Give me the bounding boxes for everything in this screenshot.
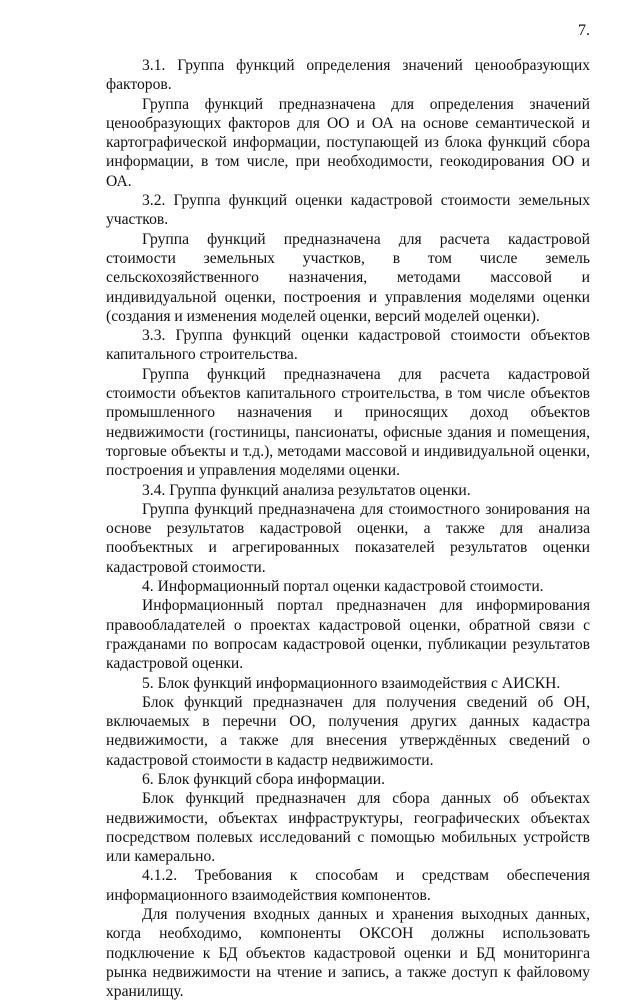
section-6-text: Блок функций предназначен для сбора данных об объектах недвижимости, объектах инфраструктуры, географических объектах посредством полевых исследований с помощью мобильных устройств или камерально. [106,790,590,866]
section-4-1-2-heading: 4.1.2. Требования к способам и средствам обеспечения информационного взаимодействия компонентов. [106,867,590,904]
section-3-1-text: Группа функций предназначена для определения значений ценообразующих факторов для ОО и ОА на основе семантической и картографической информации, поступающей из блока функций сбора информации, в том числе, при необходимости, геокодирования ОО и ОА. [106,95,590,190]
section-3-4-heading: 3.4. Группа функций анализа результатов оценки. [142,481,471,499]
section-5-heading: 5. Блок функций информационного взаимодействия с АИСКН. [142,674,561,692]
section-3-1-heading: 3.1. Группа функций определения значений ценообразующих факторов. [106,57,590,94]
section-3-3-text: Группа функций предназначена для расчета кадастровой стоимости объектов капитального строительства, в том числе объектов промышленного назначения и приносящих доход объектов недвижимости (гостиницы, пансионаты, офисные здания и помещения, торговые объекты и т.д.), методами массовой и индивидуальной оценки, построения и управления моделями оценки. [106,365,590,480]
section-4-heading: 4. Информационный портал оценки кадастровой стоимости. [142,578,544,596]
section-3-3-heading: 3.3. Группа функций оценки кадастровой стоимости объектов капитального строительства. [106,327,590,364]
document-body [106,56,590,1002]
section-4-text: Информационный портал предназначен для информирования правообладателей о проектах кадастровой оценки, обратной связи с гражданами по вопросам кадастровой оценки, публикации результатов кадастровой оценки. [106,597,590,673]
page-number: 7. [578,22,590,39]
section-3-2-text: Группа функций предназначена для расчета кадастровой стоимости земельных участков, в том числе земель сельскохозяйственного назначения, методами массовой и индивидуальной оценки, построения и управления моделями оценки (создания и изменения моделей оценки, версий моделей оценки). [106,230,590,325]
section-3-4-text: Группа функций предназначена для стоимостного зонирования на основе результатов кадастровой оценки, а также для анализа пообъектных и агрегированных показателей результатов оценки кадастровой стоимости. [106,500,590,576]
section-4-1-2-text: Для получения входных данных и хранения выходных данных, когда необходимо, компоненты ОКСОН должны использовать подключение к БД объектов кадастровой оценки и БД мониторинга рынка недвижимости на чтение и запись, а также доступ к файловому хранилищу. [106,906,590,1001]
section-5-text: Блок функций предназначен для получения сведений об ОН, включаемых в перечни ОО, получения других данных кадастра недвижимости, а также для внесения утверждённых сведений о кадастровой стоимости в кадастр недвижимости. [106,693,590,769]
section-6-heading: 6. Блок функций сбора информации. [142,770,385,788]
section-3-2-heading: 3.2. Группа функций оценки кадастровой стоимости земельных участков. [106,192,590,229]
